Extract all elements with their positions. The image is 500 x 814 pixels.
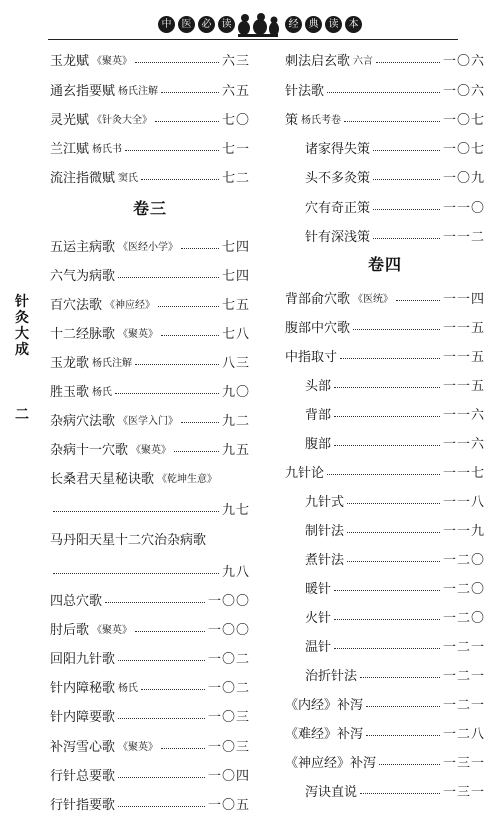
dot-leader bbox=[118, 718, 205, 719]
dot-leader bbox=[347, 503, 440, 504]
dot-leader bbox=[115, 393, 219, 394]
toc-page-number: 六五 bbox=[221, 83, 250, 99]
toc-entry[interactable] bbox=[50, 437, 250, 459]
toc-entry-note: 《聚英》 bbox=[92, 624, 133, 636]
toc-page-number: 九八 bbox=[221, 564, 250, 580]
toc-entry[interactable] bbox=[285, 460, 485, 482]
volume-number: 二 bbox=[15, 407, 29, 423]
series-char: 本 bbox=[345, 16, 362, 33]
dot-leader bbox=[373, 238, 440, 239]
toc-entry-note: 杨氏注解 bbox=[118, 85, 159, 97]
dot-leader bbox=[366, 706, 440, 707]
dot-leader bbox=[118, 806, 205, 807]
toc-entry[interactable] bbox=[285, 315, 485, 337]
toc-page-number: 九七 bbox=[221, 502, 250, 518]
dot-leader bbox=[105, 602, 205, 603]
dot-leader bbox=[327, 92, 440, 93]
toc-entry-note: 窦氏 bbox=[118, 172, 139, 184]
toc-entry-title: 腹部中穴歌 bbox=[285, 320, 351, 336]
toc-page-number: 一〇〇 bbox=[207, 622, 250, 638]
toc-page-number: 一一四 bbox=[442, 291, 485, 307]
toc-entry-title: 背部俞穴歌 bbox=[285, 291, 351, 307]
toc-entry[interactable] bbox=[50, 559, 250, 581]
toc-entry-title: 流注指微赋 bbox=[50, 170, 116, 186]
toc-entry-note: 杨氏 bbox=[118, 682, 139, 694]
toc-entry[interactable] bbox=[285, 48, 485, 70]
dot-leader bbox=[373, 150, 440, 151]
toc-entry-title: 杂病穴法歌 bbox=[50, 413, 116, 429]
series-title-left bbox=[158, 16, 235, 33]
toc-page-number: 九〇 bbox=[221, 384, 250, 400]
toc-entry[interactable] bbox=[285, 489, 485, 511]
toc-entry-title: 针有深浅策 bbox=[305, 229, 371, 245]
toc-entry-title: 回阳九针歌 bbox=[50, 651, 116, 667]
series-char: 读 bbox=[218, 16, 235, 33]
series-char: 医 bbox=[178, 16, 195, 33]
toc-entry-title: 针内障秘歌 bbox=[50, 680, 116, 696]
toc-entry-title: 泻诀直说 bbox=[305, 784, 358, 800]
toc-page-number: 一〇三 bbox=[207, 739, 250, 755]
toc-entry[interactable] bbox=[50, 734, 250, 756]
toc-entry-title: 火针 bbox=[305, 610, 332, 626]
toc-page-number: 一三一 bbox=[442, 784, 485, 800]
dot-leader bbox=[334, 590, 440, 591]
toc-entry[interactable] bbox=[285, 136, 485, 158]
toc-entry[interactable] bbox=[50, 321, 250, 343]
toc-entry-title: 杂病十一穴歌 bbox=[50, 442, 129, 458]
toc-page-number: 一〇九 bbox=[442, 170, 485, 186]
toc-entry[interactable] bbox=[50, 497, 250, 519]
dot-leader bbox=[334, 445, 440, 446]
book-title-vertical: 针 灸 大 成 bbox=[15, 294, 29, 358]
toc-entry-title: 兰江赋 bbox=[50, 141, 90, 157]
toc-entry-title: 行针总要歌 bbox=[50, 768, 116, 784]
toc-entry[interactable] bbox=[285, 402, 485, 424]
toc-page-number: 七四 bbox=[221, 268, 250, 284]
toc-entry[interactable] bbox=[285, 779, 485, 801]
toc-entry[interactable] bbox=[50, 48, 250, 70]
dot-leader bbox=[327, 474, 440, 475]
dot-leader bbox=[360, 793, 440, 794]
toc-entry-note: 六言 bbox=[353, 55, 374, 67]
dot-leader bbox=[379, 764, 440, 765]
toc-page-number: 一〇七 bbox=[442, 112, 485, 128]
toc-entry[interactable] bbox=[50, 379, 250, 401]
toc-page-number: 一二一 bbox=[442, 697, 485, 713]
toc-entry-note: 《聚英》 bbox=[92, 55, 133, 67]
dot-leader bbox=[347, 561, 440, 562]
toc-entry-title: 头不多灸策 bbox=[305, 170, 371, 186]
dot-leader bbox=[353, 329, 440, 330]
toc-entry-note: 杨氏 bbox=[92, 386, 113, 398]
toc-entry-title: 针法歌 bbox=[285, 83, 325, 99]
toc-page-number: 一一九 bbox=[442, 523, 485, 539]
toc-entry[interactable] bbox=[285, 165, 485, 187]
toc-entry-note: 《针灸大全》 bbox=[92, 114, 153, 126]
toc-page-number: 一一六 bbox=[442, 407, 485, 423]
toc-page-number: 一一八 bbox=[442, 494, 485, 510]
toc-entry-title: 中指取寸 bbox=[285, 349, 338, 365]
toc-entry-note: 《乾坤生意》 bbox=[157, 473, 218, 485]
toc-entry[interactable] bbox=[50, 763, 250, 785]
header-divider bbox=[48, 39, 458, 40]
toc-page-number: 一三一 bbox=[442, 755, 485, 771]
toc-page-number: 一〇六 bbox=[442, 53, 485, 69]
toc-left-column bbox=[50, 48, 250, 813]
toc-page-number: 七一 bbox=[221, 141, 250, 157]
toc-page-number: 一一五 bbox=[442, 349, 485, 365]
ornamental-figures-icon bbox=[236, 12, 280, 38]
toc-entry[interactable] bbox=[285, 224, 485, 246]
toc-page-number: 八三 bbox=[221, 355, 250, 371]
toc-page-number: 七〇 bbox=[221, 112, 250, 128]
dot-leader bbox=[174, 451, 219, 452]
toc-entry-note: 杨氏考卷 bbox=[301, 114, 342, 126]
dot-leader bbox=[135, 62, 219, 63]
toc-page-number: 一一六 bbox=[442, 436, 485, 452]
toc-page-number: 九五 bbox=[221, 442, 250, 458]
toc-entry-title: 暖针 bbox=[305, 581, 332, 597]
series-char: 中 bbox=[158, 16, 175, 33]
toc-entry-title: 温针 bbox=[305, 639, 332, 655]
toc-page-number: 九二 bbox=[221, 413, 250, 429]
toc-entry-title: 十二经脉歌 bbox=[50, 326, 116, 342]
toc-entry-title: 胜玉歌 bbox=[50, 384, 90, 400]
toc-entry-title: 《神应经》补泻 bbox=[285, 755, 377, 771]
toc-entry[interactable] bbox=[50, 263, 250, 285]
toc-entry-title: 玉龙赋 bbox=[50, 53, 90, 69]
volume-heading: 卷四 bbox=[367, 255, 402, 274]
toc-entry-note: 《医学入门》 bbox=[118, 415, 179, 427]
dot-leader bbox=[53, 511, 219, 512]
dot-leader bbox=[158, 306, 219, 307]
toc-entry-note: 杨氏注解 bbox=[92, 357, 133, 369]
toc-entry[interactable] bbox=[285, 721, 485, 743]
toc-page-number: 一〇五 bbox=[207, 797, 250, 813]
toc-entry[interactable] bbox=[285, 547, 485, 569]
toc-page-number: 一二一 bbox=[442, 668, 485, 684]
toc-entry-title: 肘后歌 bbox=[50, 622, 90, 638]
toc-entry[interactable] bbox=[50, 527, 250, 549]
toc-page-number: 六三 bbox=[221, 53, 250, 69]
dot-leader bbox=[135, 364, 219, 365]
dot-leader bbox=[340, 358, 440, 359]
toc-page-number: 一〇七 bbox=[442, 141, 485, 157]
toc-entry[interactable] bbox=[50, 234, 250, 256]
toc-entry-note: 《聚英》 bbox=[118, 328, 159, 340]
toc-entry[interactable] bbox=[50, 78, 250, 100]
toc-entry[interactable] bbox=[285, 576, 485, 598]
toc-entry-title: 《内经》补泻 bbox=[285, 697, 364, 713]
toc-entry[interactable] bbox=[285, 605, 485, 627]
toc-entry-title: 穴有奇正策 bbox=[305, 200, 371, 216]
toc-entry[interactable] bbox=[285, 518, 485, 540]
toc-entry[interactable] bbox=[285, 344, 485, 366]
toc-entry-note: 《医经小学》 bbox=[118, 241, 179, 253]
toc-entry[interactable] bbox=[50, 588, 250, 610]
toc-page-number: 一〇四 bbox=[207, 768, 250, 784]
toc-right-column bbox=[285, 48, 485, 800]
toc-entry[interactable] bbox=[50, 792, 250, 814]
dot-leader bbox=[161, 92, 219, 93]
toc-page-number: 一二〇 bbox=[442, 581, 485, 597]
toc-page-number: 一一五 bbox=[442, 378, 485, 394]
toc-entry-title: 百穴法歌 bbox=[50, 297, 103, 313]
dot-leader bbox=[161, 335, 219, 336]
dot-leader bbox=[373, 209, 440, 210]
toc-entry-title: 策 bbox=[285, 112, 299, 128]
toc-entry-title: 九针式 bbox=[305, 494, 345, 510]
toc-entry-note: 《聚英》 bbox=[131, 444, 172, 456]
toc-entry-title: 制针法 bbox=[305, 523, 345, 539]
toc-entry[interactable] bbox=[285, 373, 485, 395]
toc-entry-note: 《医统》 bbox=[353, 293, 394, 305]
volume-heading: 卷三 bbox=[132, 199, 167, 218]
series-char: 读 bbox=[325, 16, 342, 33]
toc-entry-title: 诸家得失策 bbox=[305, 141, 371, 157]
toc-entry-title: 行针指要歌 bbox=[50, 797, 116, 813]
toc-entry[interactable] bbox=[285, 663, 485, 685]
dot-leader bbox=[376, 62, 440, 63]
toc-page-number: 七五 bbox=[221, 297, 250, 313]
toc-entry-title: 四总穴歌 bbox=[50, 593, 103, 609]
toc-entry-title: 刺法启玄歌 bbox=[285, 53, 351, 69]
toc-entry[interactable] bbox=[50, 136, 250, 158]
toc-entry[interactable] bbox=[285, 750, 485, 772]
toc-entry[interactable] bbox=[50, 675, 250, 697]
dot-leader bbox=[334, 416, 440, 417]
series-title-right bbox=[285, 16, 362, 33]
dot-leader bbox=[125, 150, 219, 151]
toc-entry-title: 灵光赋 bbox=[50, 112, 90, 128]
toc-page-number: 一〇六 bbox=[442, 83, 485, 99]
toc-entry[interactable] bbox=[285, 286, 485, 308]
dot-leader bbox=[334, 648, 440, 649]
toc-entry[interactable] bbox=[50, 408, 250, 430]
toc-page-number: 一〇二 bbox=[207, 680, 250, 696]
dot-leader bbox=[161, 748, 205, 749]
toc-page-number: 一二一 bbox=[442, 639, 485, 655]
toc-entry[interactable] bbox=[285, 634, 485, 656]
toc-entry-title: 煮针法 bbox=[305, 552, 345, 568]
toc-entry-title: 六气为病歌 bbox=[50, 268, 116, 284]
toc-entry-title: 九针论 bbox=[285, 465, 325, 481]
toc-page-number: 一一七 bbox=[442, 465, 485, 481]
dot-leader bbox=[141, 179, 219, 180]
dot-leader bbox=[118, 660, 205, 661]
dot-leader bbox=[360, 677, 440, 678]
toc-entry[interactable] bbox=[50, 646, 250, 668]
toc-entry-note: 《聚英》 bbox=[118, 741, 159, 753]
toc-entry-title: 《难经》补泻 bbox=[285, 726, 364, 742]
toc-page-number: 一一〇 bbox=[442, 200, 485, 216]
dot-leader bbox=[135, 631, 205, 632]
toc-entry[interactable] bbox=[50, 350, 250, 372]
toc-page-number: 七八 bbox=[221, 326, 250, 342]
dot-leader bbox=[334, 619, 440, 620]
toc-entry[interactable] bbox=[50, 704, 250, 726]
toc-page-number: 一二〇 bbox=[442, 552, 485, 568]
toc-page-number: 一二〇 bbox=[442, 610, 485, 626]
toc-entry[interactable] bbox=[285, 107, 485, 129]
dot-leader bbox=[344, 121, 440, 122]
toc-entry-title: 针内障要歌 bbox=[50, 709, 116, 725]
page-header bbox=[0, 12, 500, 42]
toc-entry-title: 五运主病歌 bbox=[50, 239, 116, 255]
dot-leader bbox=[141, 689, 205, 690]
toc-page-number: 七四 bbox=[221, 239, 250, 255]
dot-leader bbox=[118, 777, 205, 778]
toc-entry[interactable] bbox=[285, 431, 485, 453]
toc-entry[interactable] bbox=[50, 165, 250, 187]
dot-leader bbox=[373, 179, 440, 180]
series-char: 经 bbox=[285, 16, 302, 33]
toc-entry-title: 玉龙歌 bbox=[50, 355, 90, 371]
toc-entry-title: 马丹阳天星十二穴治杂病歌 bbox=[50, 532, 207, 548]
toc-page-number: 一〇〇 bbox=[207, 593, 250, 609]
toc-page-number: 一〇三 bbox=[207, 709, 250, 725]
toc-entry-note: 《神应经》 bbox=[105, 299, 156, 311]
dot-leader bbox=[181, 248, 219, 249]
toc-entry-title: 治折针法 bbox=[305, 668, 358, 684]
toc-page-number: 一一二 bbox=[442, 229, 485, 245]
dot-leader bbox=[366, 735, 440, 736]
dot-leader bbox=[155, 121, 219, 122]
toc-page-number: 一〇二 bbox=[207, 651, 250, 667]
toc-entry-title: 头部 bbox=[305, 378, 332, 394]
toc-entry-title: 长桑君天星秘诀歌 bbox=[50, 471, 155, 487]
toc-entry-title: 腹部 bbox=[305, 436, 332, 452]
series-char: 必 bbox=[198, 16, 215, 33]
dot-leader bbox=[53, 573, 219, 574]
dot-leader bbox=[334, 387, 440, 388]
dot-leader bbox=[118, 277, 219, 278]
toc-entry[interactable] bbox=[285, 78, 485, 100]
dot-leader bbox=[347, 532, 440, 533]
toc-entry-title: 补泻雪心歌 bbox=[50, 739, 116, 755]
series-char: 典 bbox=[305, 16, 322, 33]
toc-entry-title: 背部 bbox=[305, 407, 332, 423]
toc-entry[interactable] bbox=[285, 692, 485, 714]
toc-entry[interactable] bbox=[50, 292, 250, 314]
dot-leader bbox=[181, 422, 219, 423]
toc-entry-title: 通玄指要赋 bbox=[50, 83, 116, 99]
toc-page-number: 一二八 bbox=[442, 726, 485, 742]
toc-entry[interactable] bbox=[50, 107, 250, 129]
toc-entry[interactable] bbox=[285, 195, 485, 217]
toc-page-number: 七二 bbox=[221, 170, 250, 186]
toc-entry[interactable] bbox=[50, 466, 250, 488]
toc-entry[interactable] bbox=[50, 617, 250, 639]
toc-entry-note: 杨氏书 bbox=[92, 143, 123, 155]
toc-page-number: 一一五 bbox=[442, 320, 485, 336]
dot-leader bbox=[396, 300, 440, 301]
